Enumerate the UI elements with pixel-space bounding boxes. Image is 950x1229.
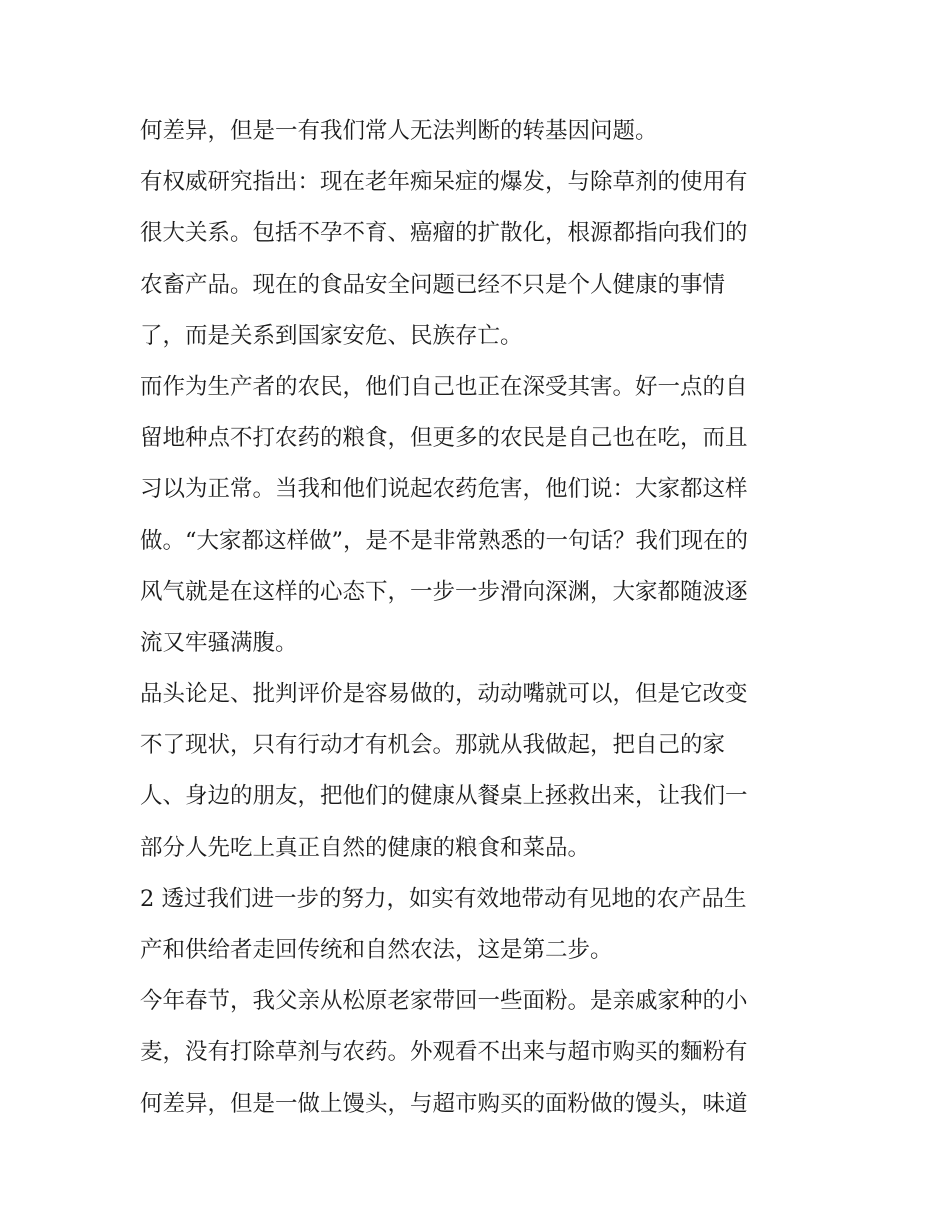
text-line: 品头论足、批判评价是容易做的，动动嘴就可以，但是它改变 — [140, 681, 748, 708]
text-line: 人、身边的朋友，把他们的健康从餐桌上拯救出来，让我们一 — [140, 783, 748, 810]
text-line: 今年春节，我父亲从松原老家带回一些面粉。是亲戚家种的小 — [140, 988, 748, 1015]
text-line: 很大关系。包括不孕不育、癌瘤的扩散化，根源都指向我们的 — [140, 220, 748, 247]
text-line: 有权威研究指出：现在老年痴呆症的爆发，与除草剂的使用有 — [140, 169, 748, 196]
text-line: 了，而是关系到国家安危、民族存亡。 — [140, 322, 523, 349]
text-line: 而作为生产者的农民，他们自己也正在深受其害。好一点的自 — [140, 373, 748, 400]
text-line: 何差异，但是一有我们常人无法判断的转基因问题。 — [140, 118, 658, 144]
text-line: 部分人先吃上真正自然的健康的粮食和菜品。 — [140, 834, 591, 861]
text-line: 留地种点不打农药的粮食，但更多的农民是自己也在吃，而且 — [140, 425, 748, 452]
text-line: 何差异，但是一做上馒头，与超市购买的面粉做的馒头，味道 — [140, 1090, 748, 1117]
document-body — [140, 106, 820, 1130]
text-line: 2 透过我们进一步的努力，如实有效地带动有见地的农产品生 — [140, 885, 747, 912]
text-line: 农畜产品。现在的食品安全问题已经不只是个人健康的事情 — [140, 271, 726, 298]
text-line: 麦，没有打除草剂与农药。外观看不出来与超市购买的麵粉有 — [140, 1039, 748, 1066]
text-line: 不了现状，只有行动才有机会。那就从我做起，把自己的家 — [140, 732, 726, 759]
text-line: 习以为正常。当我和他们说起农药危害，他们说：大家都这样 — [140, 476, 748, 503]
text-line: 风气就是在这样的心态下，一步一步滑向深渊，大家都随波逐 — [140, 578, 748, 605]
text-line: 产和供给者走回传统和自然农法，这是第二步。 — [140, 937, 613, 963]
text-line: 做。“大家都这样做”，是不是非常熟悉的一句话？我们现在的 — [140, 527, 749, 554]
text-line: 流又牢骚满腹。 — [140, 629, 298, 656]
